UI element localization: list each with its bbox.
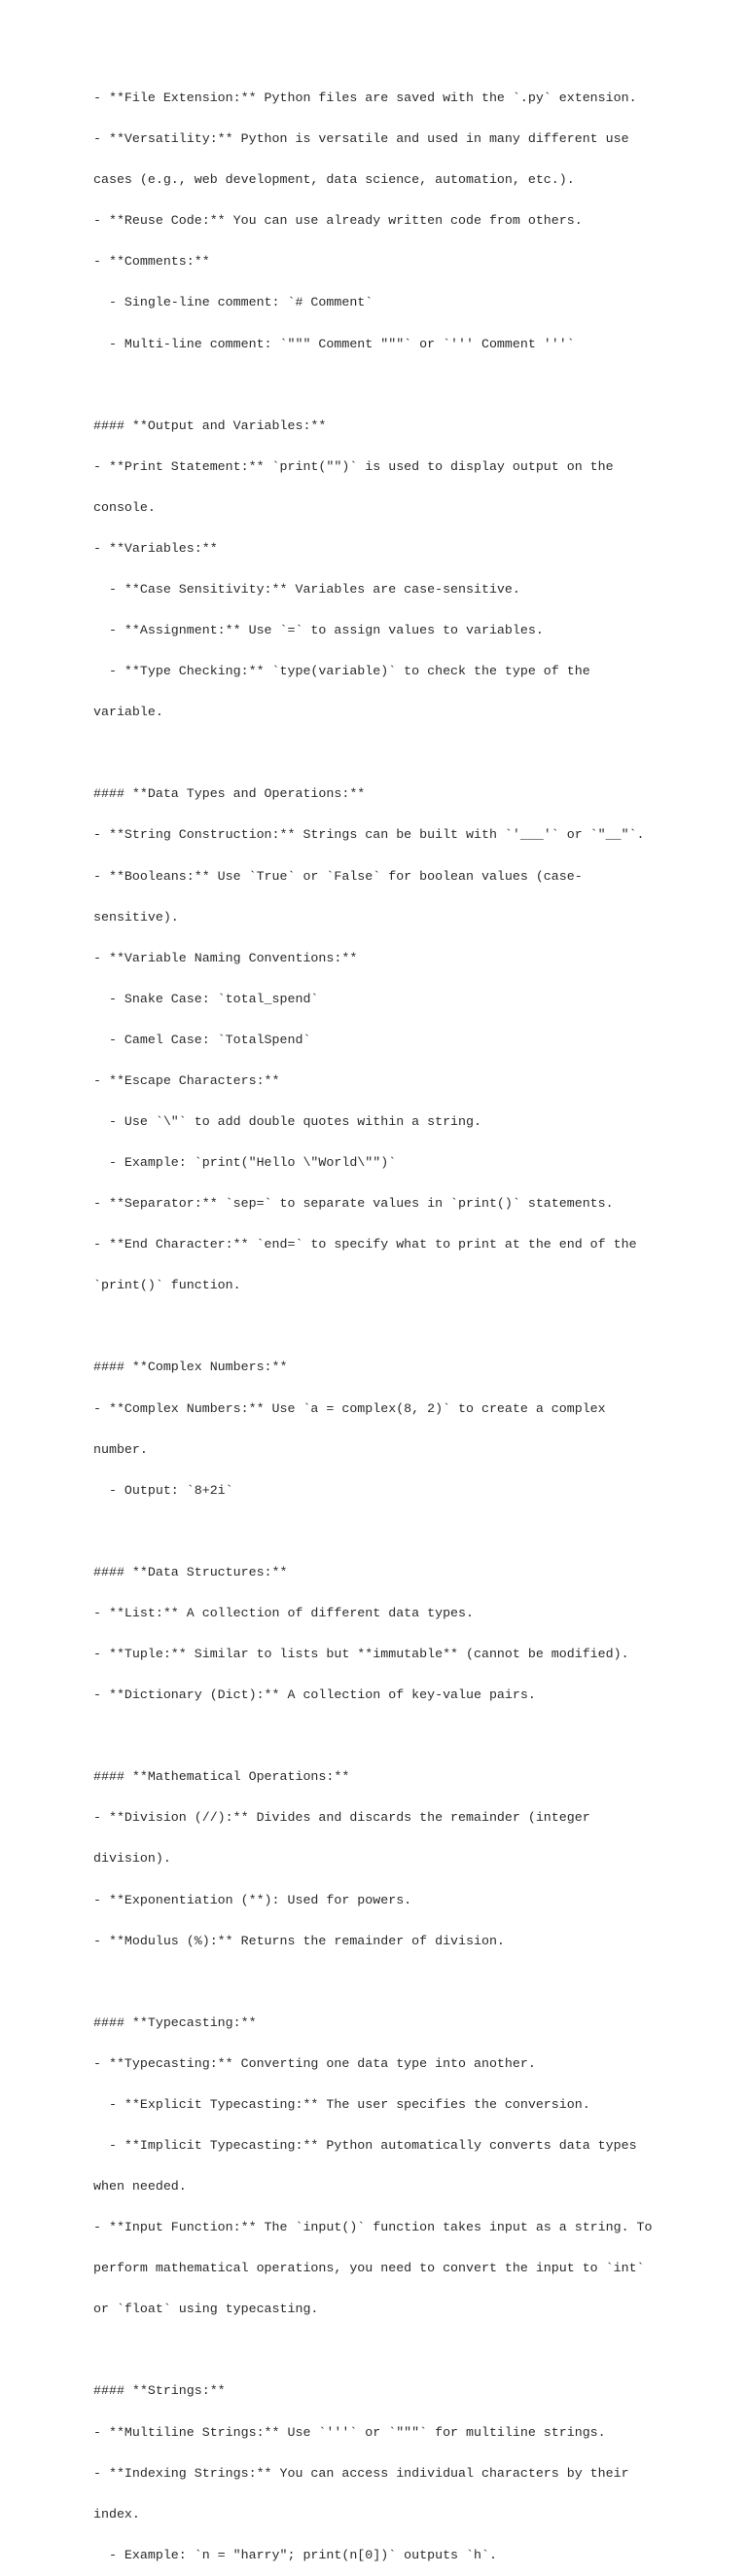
text-line: - **Multiline Strings:** Use `'''` or `"""` for multiline strings. [93,2424,606,2440]
text-line: - **List:** A collection of different data types. [93,1605,474,1620]
text-line: - Output: `8+2i` [93,1482,233,1498]
blank-line [93,1729,696,1743]
text-line: when needed. [93,2179,187,2195]
section-heading-data-structures: #### **Data Structures:** [93,1564,288,1579]
text-line: - **Assignment:** Use `=` to assign values to variables. [93,623,544,638]
text-line: sensitive). [93,909,179,925]
document-body [93,64,696,2576]
text-line: - **Implicit Typecasting:** Python automatically converts data types [93,2137,637,2153]
text-line: variable. [93,705,163,720]
text-line: - **File Extension:** Python files are saved with the `.py` extension. [93,91,637,106]
text-line: division). [93,1851,171,1867]
text-line: - **Exponentiation (**): Used for powers. [93,1892,412,1907]
text-line: - **Division (//):** Divides and discards the remainder (integer [93,1810,590,1826]
section-heading-complex-numbers: #### **Complex Numbers:** [93,1360,288,1375]
text-line: - Snake Case: `total_spend` [93,991,319,1006]
text-line: - **Print Statement:** `print("")` is used to display output on the [93,458,614,474]
text-line: number. [93,1441,148,1457]
blank-line [93,1525,696,1539]
text-line: - **End Character:** `end=` to specify what to print at the end of the [93,1237,637,1252]
text-line: `print()` function. [93,1278,241,1293]
text-line: - **Typecasting:** Converting one data type into another. [93,2055,536,2071]
text-line: - **Reuse Code:** You can use already written code from others. [93,213,583,229]
text-line: - Example: `n = "harry"; print(n[0])` outputs `h`. [93,2547,497,2562]
text-line: - **Variables:** [93,540,218,556]
text-line: - Use `\"` to add double quotes within a string. [93,1114,481,1130]
text-line: index. [93,2506,140,2522]
blank-line [93,1976,696,1989]
text-line: - **Case Sensitivity:** Variables are case-sensitive. [93,582,520,597]
text-line: - **Booleans:** Use `True` or `False` for boolean values (case- [93,868,583,884]
text-line: - **Tuple:** Similar to lists but **immutable** (cannot be modified). [93,1647,629,1662]
section-heading-output-and-variables: #### **Output and Variables:** [93,417,327,433]
text-line: - **String Construction:** Strings can be built with `'___'` or `"__"`. [93,827,645,843]
blank-line [93,746,696,760]
section-heading-data-types: #### **Data Types and Operations:** [93,786,366,802]
text-line: - **Dictionary (Dict):** A collection of key-value pairs. [93,1687,536,1703]
text-line: - **Indexing Strings:** You can access individual characters by their [93,2465,629,2481]
text-line: - Camel Case: `TotalSpend` [93,1032,311,1047]
text-line: - **Type Checking:** `type(variable)` to check the type of the [93,664,590,679]
section-heading-strings: #### **Strings:** [93,2383,226,2399]
text-line: - Multi-line comment: `""" Comment """` or `''' Comment '''` [93,336,575,351]
section-heading-typecasting: #### **Typecasting:** [93,2014,257,2030]
blank-line [93,379,696,392]
text-line: - Single-line comment: `# Comment` [93,295,374,310]
blank-line [93,1320,696,1333]
text-line: - **Versatility:** Python is versatile and used in many different use [93,131,629,147]
text-line: - **Variable Naming Conventions:** [93,950,358,965]
text-line: - **Complex Numbers:** Use `a = complex(8, 2)` to create a complex [93,1400,606,1416]
text-line: - **Explicit Typecasting:** The user specifies the conversion. [93,2096,590,2112]
text-line: or `float` using typecasting. [93,2302,319,2317]
text-line: - **Separator:** `sep=` to separate values in `print()` statements. [93,1196,614,1212]
text-line: - **Input Function:** The `input()` function takes input as a string. To [93,2220,653,2235]
section-heading-mathematical-operations: #### **Mathematical Operations:** [93,1769,350,1785]
text-line: cases (e.g., web development, data science, automation, etc.). [93,172,575,188]
text-line: perform mathematical operations, you need to convert the input to `int` [93,2261,645,2276]
text-line: - **Escape Characters:** [93,1072,280,1088]
text-line: - Example: `print("Hello \"World\"")` [93,1155,397,1171]
text-line: console. [93,499,156,515]
text-line: - **Modulus (%):** Returns the remainder of division. [93,1933,505,1948]
text-line: - **Comments:** [93,254,210,270]
blank-line [93,2343,696,2357]
